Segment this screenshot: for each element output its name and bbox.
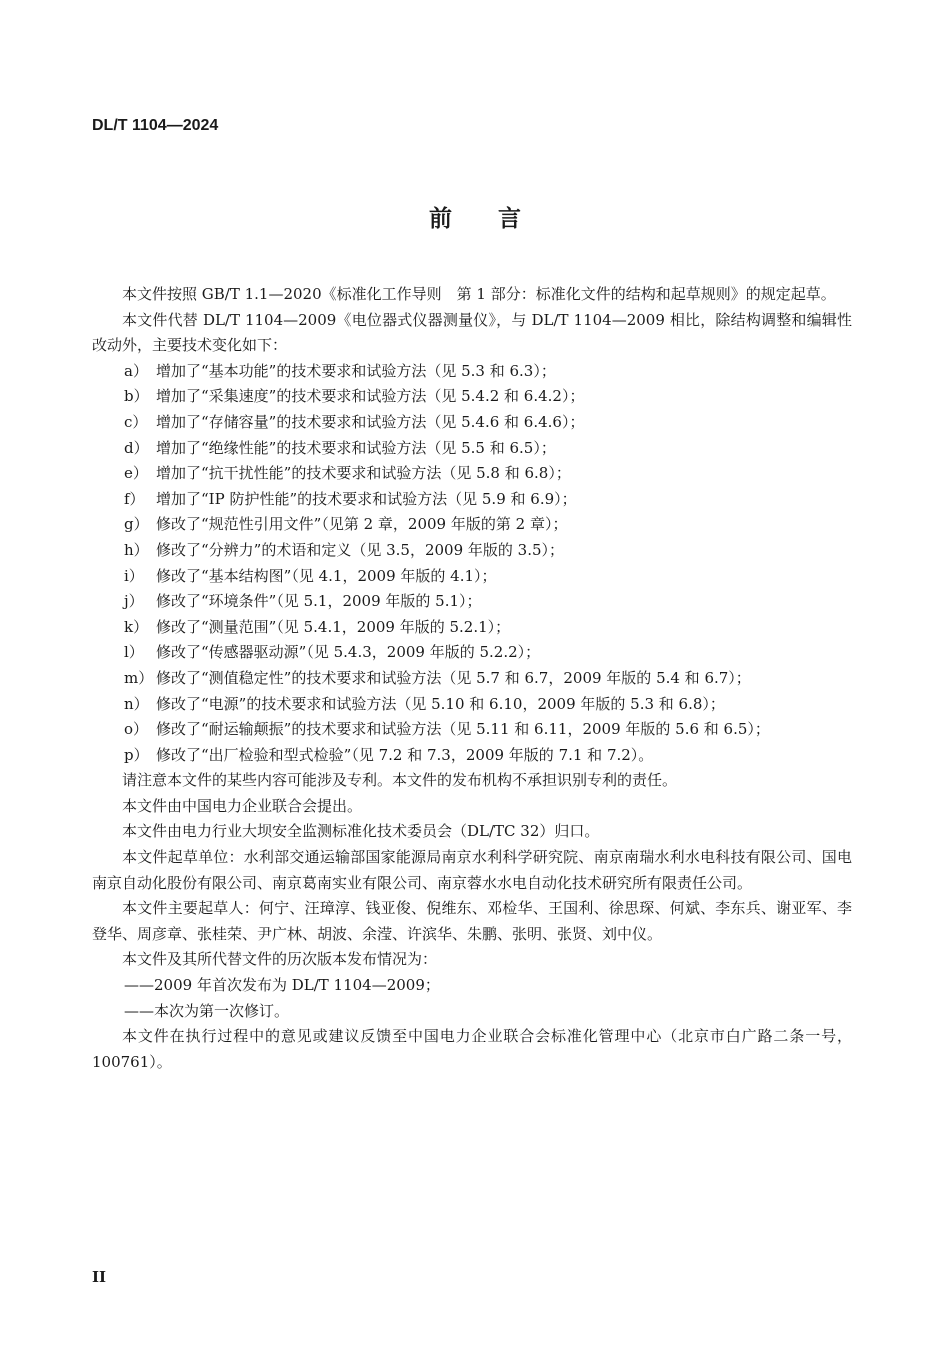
drafters-paragraph: 本文件主要起草人：何宁、汪璋淳、钱亚俊、倪维东、邓检华、王国利、徐思琛、何斌、李东兵、谢亚军、李登华、周彦章、张桂荣、尹广林、胡波、余滢、许滨华、朱鹏、张明、张贤、刘中仪。 — [92, 899, 852, 943]
list-item: k） 修改了“测量范围”（见 5.4.1，2009 年版的 5.2.1）； — [124, 617, 511, 636]
list-item: j） 修改了“环境条件”（见 5.1，2009 年版的 5.1）； — [124, 592, 482, 611]
page-title: 前言 — [429, 206, 567, 232]
list-item: o） 修改了“耐运输颠振”的技术要求和试验方法（见 5.11 和 6.11，2009 年版的 5.6 和 6.5）； — [124, 720, 770, 739]
list-item: b） 增加了“采集速度”的技术要求和试验方法（见 5.4.2 和 6.4.2）； — [124, 387, 585, 406]
list-item: e） 增加了“抗干扰性能”的技术要求和试验方法（见 5.8 和 6.8）； — [124, 464, 571, 483]
list-item: c） 增加了“存储容量”的技术要求和试验方法（见 5.4.6 和 6.4.6）； — [124, 412, 585, 431]
list-item: l） 修改了“传感器驱动源”（见 5.4.3，2009 年版的 5.2.2）； — [124, 643, 541, 662]
proposer-paragraph: 本文件由中国电力企业联合会提出。 — [122, 796, 363, 815]
list-item: g） 修改了“规范性引用文件”（见第 2 章，2009 年版的第 2 章）； — [124, 515, 568, 534]
list-item: f） 增加了“IP 防护性能”的技术要求和试验方法（见 5.9 和 6.9）； — [124, 489, 577, 508]
committee-paragraph: 本文件由电力行业大坝安全监测标准化技术委员会（DL/TC 32）归口。 — [122, 822, 600, 841]
patent-notice: 请注意本文件的某些内容可能涉及专利。本文件的发布机构不承担识别专利的责任。 — [122, 771, 678, 790]
list-item: h） 修改了“分辨力”的术语和定义（见 3.5，2009 年版的 3.5）； — [124, 540, 565, 559]
feedback-paragraph: 本文件在执行过程中的意见或建议反馈至中国电力企业联合会标准化管理中心（北京市白广路二条一号，100761）。 — [92, 1027, 852, 1071]
drafting-units-paragraph: 本文件起草单位：水利部交通运输部国家能源局南京水利科学研究院、南京南瑞水利水电科技有限公司、国电南京自动化股份有限公司、南京葛南实业有限公司、南京蓉水水电自动化技术研究所有限责任公司。 — [92, 848, 852, 892]
list-item: p） 修改了“出厂检验和型式检验”（见 7.2 和 7.3，2009 年版的 7.1 和 7.2）。 — [124, 745, 654, 764]
intro-paragraph-2: 本文件代替 DL/T 1104—2009《电位器式仪器测量仪》，与 DL/T 1104—2009 相比，除结构调整和编辑性改动外，主要技术变化如下： — [92, 310, 852, 355]
list-item: a） 增加了“基本功能”的技术要求和试验方法（见 5.3 和 6.3）； — [124, 361, 556, 380]
history-intro: 本文件及其所代替文件的历次版本发布情况为： — [122, 950, 438, 969]
intro-paragraph-1: 本文件按照 GB/T 1.1—2020《标准化工作导则 第 1 部分：标准化文件的结构和起草规则》的规定起草。 — [122, 285, 836, 303]
history-item: ——本次为第一次修订。 — [124, 1001, 290, 1020]
document-body — [92, 282, 852, 1075]
list-item: d） 增加了“绝缘性能”的技术要求和试验方法（见 5.5 和 6.5）； — [124, 438, 556, 457]
document-code: DL/T 1104—2024 — [92, 117, 219, 134]
list-item: n） 修改了“电源”的技术要求和试验方法（见 5.10 和 6.10，2009 年版的 5.3 和 6.8）； — [124, 694, 725, 713]
list-item: m） 修改了“测值稳定性”的技术要求和试验方法（见 5.7 和 6.7，2009 年版的 5.4 和 6.7）； — [124, 668, 751, 687]
changes-list — [92, 359, 852, 769]
list-item: i） 修改了“基本结构图”（见 4.1，2009 年版的 4.1）； — [124, 566, 497, 585]
page-number: II — [92, 1268, 107, 1286]
history-item: ——2009 年首次发布为 DL/T 1104—2009； — [124, 976, 440, 995]
